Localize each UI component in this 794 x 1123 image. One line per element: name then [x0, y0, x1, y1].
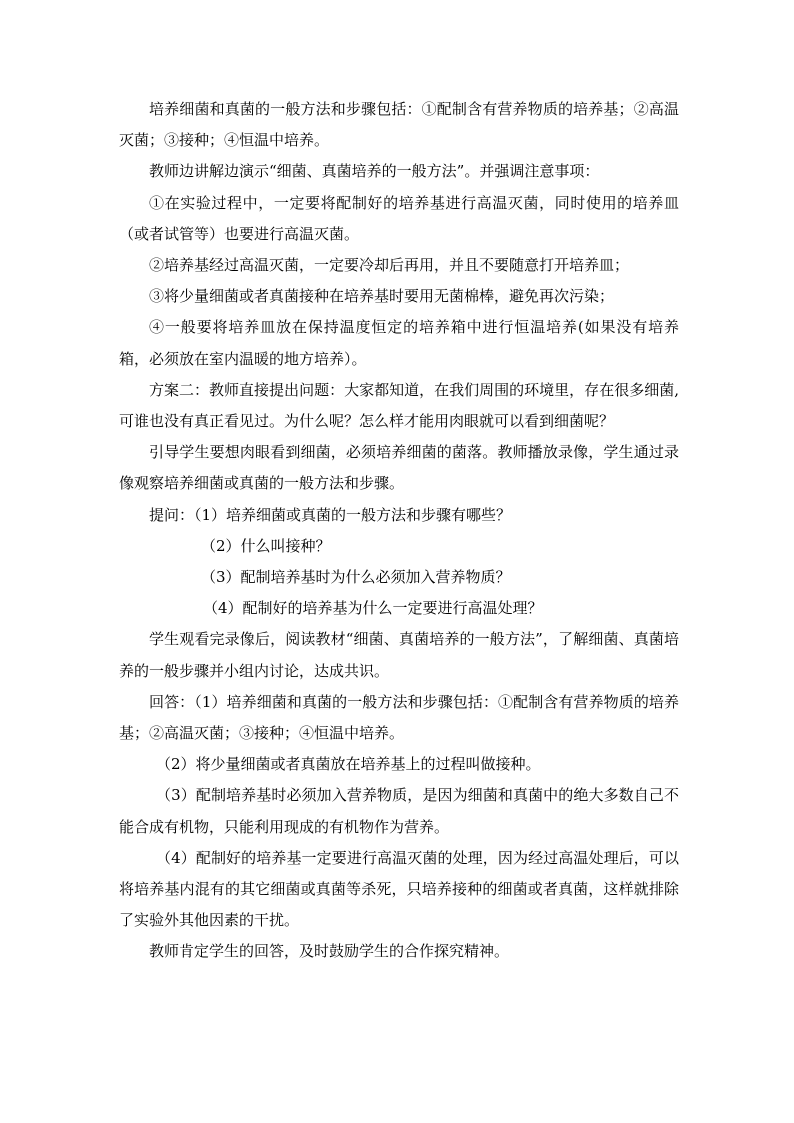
- paragraph-teacher-praise: 教师肯定学生的回答，及时鼓励学生的合作探究精神。: [149, 942, 510, 961]
- paragraph-answer-2: （2）将少量细菌或者真菌放在培养基上的过程叫做接种。: [156, 755, 541, 774]
- paragraph-question-2: （2）什么叫接种？: [201, 536, 331, 555]
- paragraph-plan-two: 方案二：教师直接提出问题：大家都知道，在我们周围的环境里，存在很多细菌,可谁也没有真正看见过。为什么呢？怎么样才能用肉眼就可以看到细菌呢？: [119, 380, 679, 431]
- paragraph-note-4: ④一般要将培养皿放在保持温度恒定的培养箱中进行恒温培养(如果没有培养箱，必须放在室内温暖的地方培养）。: [119, 318, 679, 368]
- paragraph-answer-3: （3）配制培养基时必须加入营养物质，是因为细菌和真菌中的绝大多数自己不能合成有机物，只能利用现成的有机物作为营养。: [119, 786, 679, 836]
- paragraph-note-3: ③将少量细菌或者真菌接种在培养基时要用无菌棉棒，避免再次污染；: [149, 287, 615, 306]
- document-body: [119, 94, 679, 968]
- paragraph-note-1: ①在实验过程中，一定要将配制好的培养基进行高温灭菌，同时使用的培养皿（或者试管等）也要进行高温灭菌。: [119, 193, 679, 243]
- paragraph-students-read: 学生观看完录像后，阅读教材“细菌、真菌培养的一般方法”，了解细菌、真菌培养的一般步骤并小组内讨论，达成共识。: [119, 630, 679, 680]
- paragraph-guide-students: 引导学生要想肉眼看到细菌，必须培养细菌的菌落。教师播放录像，学生通过录像观察培养细菌或真菌的一般方法和步骤。: [119, 443, 679, 493]
- paragraph-question-3: （3）配制培养基时为什么必须加入营养物质？: [201, 568, 511, 587]
- paragraph-note-2: ②培养基经过高温灭菌，一定要冷却后再用，并且不要随意打开培养皿；: [149, 256, 630, 275]
- paragraph-answer-4: （4）配制好的培养基一定要进行高温灭菌的处理，因为经过高温处理后，可以将培养基内混有的其它细菌或真菌等杀死，只培养接种的细菌或者真菌，这样就排除了实验外其他因素的干扰。: [119, 848, 679, 930]
- paragraph-question-1: 提问：（1）培养细菌或真菌的一般方法和步骤有哪些？: [149, 505, 512, 524]
- paragraph-answer-1: 回答：（1）培养细菌和真菌的一般方法和步骤包括：①配制含有营养物质的培养基；②高温灭菌；③接种；④恒温中培养。: [119, 692, 679, 743]
- paragraph-culture-steps: 培养细菌和真菌的一般方法和步骤包括：①配制含有营养物质的培养基；②高温灭菌；③接种；④恒温中培养。: [119, 100, 679, 150]
- paragraph-teacher-demo: 教师边讲解边演示“细菌、真菌培养的一般方法”。并强调注意事项：: [149, 162, 600, 181]
- paragraph-question-4: （4）配制好的培养基为什么一定要进行高温处理？: [203, 599, 543, 618]
